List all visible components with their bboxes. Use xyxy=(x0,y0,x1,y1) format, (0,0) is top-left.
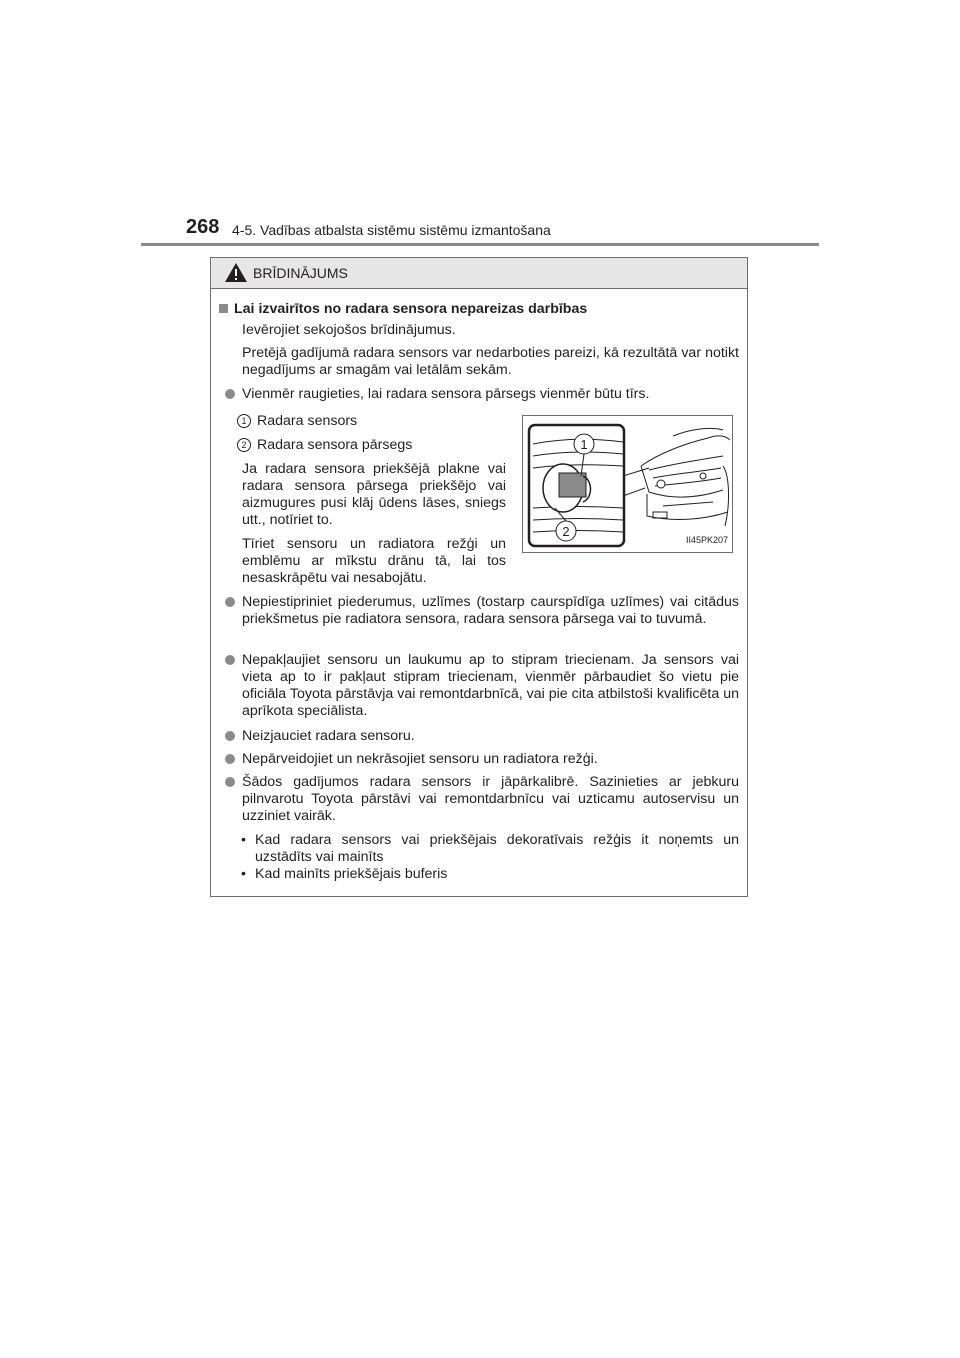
bullet-dot-icon xyxy=(225,731,235,741)
numbered-item-text: Radara sensors xyxy=(257,413,358,429)
bullet-item xyxy=(225,728,739,745)
square-bullet-icon xyxy=(219,304,228,313)
bullet-item xyxy=(225,751,739,768)
sub-bullet-mark: • xyxy=(241,866,246,882)
bullet-dot-icon xyxy=(225,655,235,665)
bullet-text: Šādos gadījumos radara sensors ir jāpārkalibrē. Sazinieties ar jebkuru pilnvarotu Toyota pārstāvi vai remontdarbnīcu vai uzticamu autoservisu un uzziniet vairāk. xyxy=(242,774,739,824)
radar-sensor-figure xyxy=(522,415,733,553)
bullet-text: Nepiestipriniet piederumus, uzlīmes (tostarp caurspīdīga uzlīmes) vai citādus priekšmetus pie radiatora sensora, radara sensora pārsega vai to tuvumā. xyxy=(242,594,739,627)
bullet-item xyxy=(225,594,739,628)
bullet-text: Nepārveidojiet un nekrāsojiet sensoru un radiatora režģi. xyxy=(242,751,598,767)
bullet-dot-icon xyxy=(225,754,235,764)
warning-heading xyxy=(211,301,587,318)
bullet-text: Vienmēr raugieties, lai radara sensora pārsegs vienmēr būtu tīrs. xyxy=(242,386,650,402)
bullet-dot-icon xyxy=(225,777,235,787)
bullet-text: Neizjauciet radara sensoru. xyxy=(242,728,415,744)
warning-header xyxy=(211,258,747,289)
figure-code: II45PK207 xyxy=(685,535,728,545)
svg-text:2: 2 xyxy=(562,524,570,539)
warning-triangle-icon xyxy=(225,263,247,282)
svg-text:1: 1 xyxy=(580,437,588,452)
bullet-item xyxy=(225,774,739,825)
sub-bullet-mark: • xyxy=(241,832,246,848)
cleaning-note-1: Ja radara sensora priekšējā plakne vai radara sensora pārsega priekšējo vai aizmugures pusi klāj ūdens lāses, sniegs utt., notīriet to. xyxy=(242,461,506,528)
intro-paragraph-1: Ievērojiet sekojošos brīdinājumus. xyxy=(242,322,456,338)
page-number: 268 xyxy=(186,216,220,238)
bullet-item xyxy=(225,652,739,720)
bullet-text: Nepakļaujiet sensoru un laukumu ap to stipram triecienam. Ja sensors vai vieta ap to ir pakļaut stipram triecienam, vienmēr pārbaudiet šo vietu pie oficiāla Toyota pārstāvja vai remontdarbnīcā, vai pie cita atbilstoši kvalificēta un aprīkota speciālista. xyxy=(242,652,739,719)
sub-list-item xyxy=(241,866,739,883)
warning-label: BRĪDINĀJUMS xyxy=(253,265,348,281)
intro-paragraph-2: Pretējā gadījumā radara sensors var nedarboties pareizi, kā rezultātā var notikt negadījums ar smagām vai letālām sekām. xyxy=(242,345,739,378)
bullet-dot-icon xyxy=(225,597,235,607)
callout-number: 1 xyxy=(237,414,251,428)
sub-list-text: Kad radara sensors vai priekšējais dekoratīvais režģis it noņemts un uzstādīts vai mainīts xyxy=(255,832,739,865)
warning-heading-text: Lai izvairītos no radara sensora nepareizas darbības xyxy=(234,301,588,317)
warning-box xyxy=(210,257,748,897)
callout-number: 2 xyxy=(237,438,251,452)
bullet-item xyxy=(225,386,739,403)
section-title: 4-5. Vadības atbalsta sistēmu sistēmu izmantošana xyxy=(232,222,551,238)
sub-list-item xyxy=(241,832,739,866)
header-rule xyxy=(141,243,819,246)
sub-list-text: Kad mainīts priekšējais buferis xyxy=(255,866,448,882)
cleaning-note-2: Tīriet sensoru un radiatora režģi un emblēmu ar mīkstu drānu tā, lai tos nesaskrāpētu vai nesabojātu. xyxy=(242,536,506,586)
numbered-item-text: Radara sensora pārsegs xyxy=(257,437,413,453)
bullet-dot-icon xyxy=(225,389,235,399)
